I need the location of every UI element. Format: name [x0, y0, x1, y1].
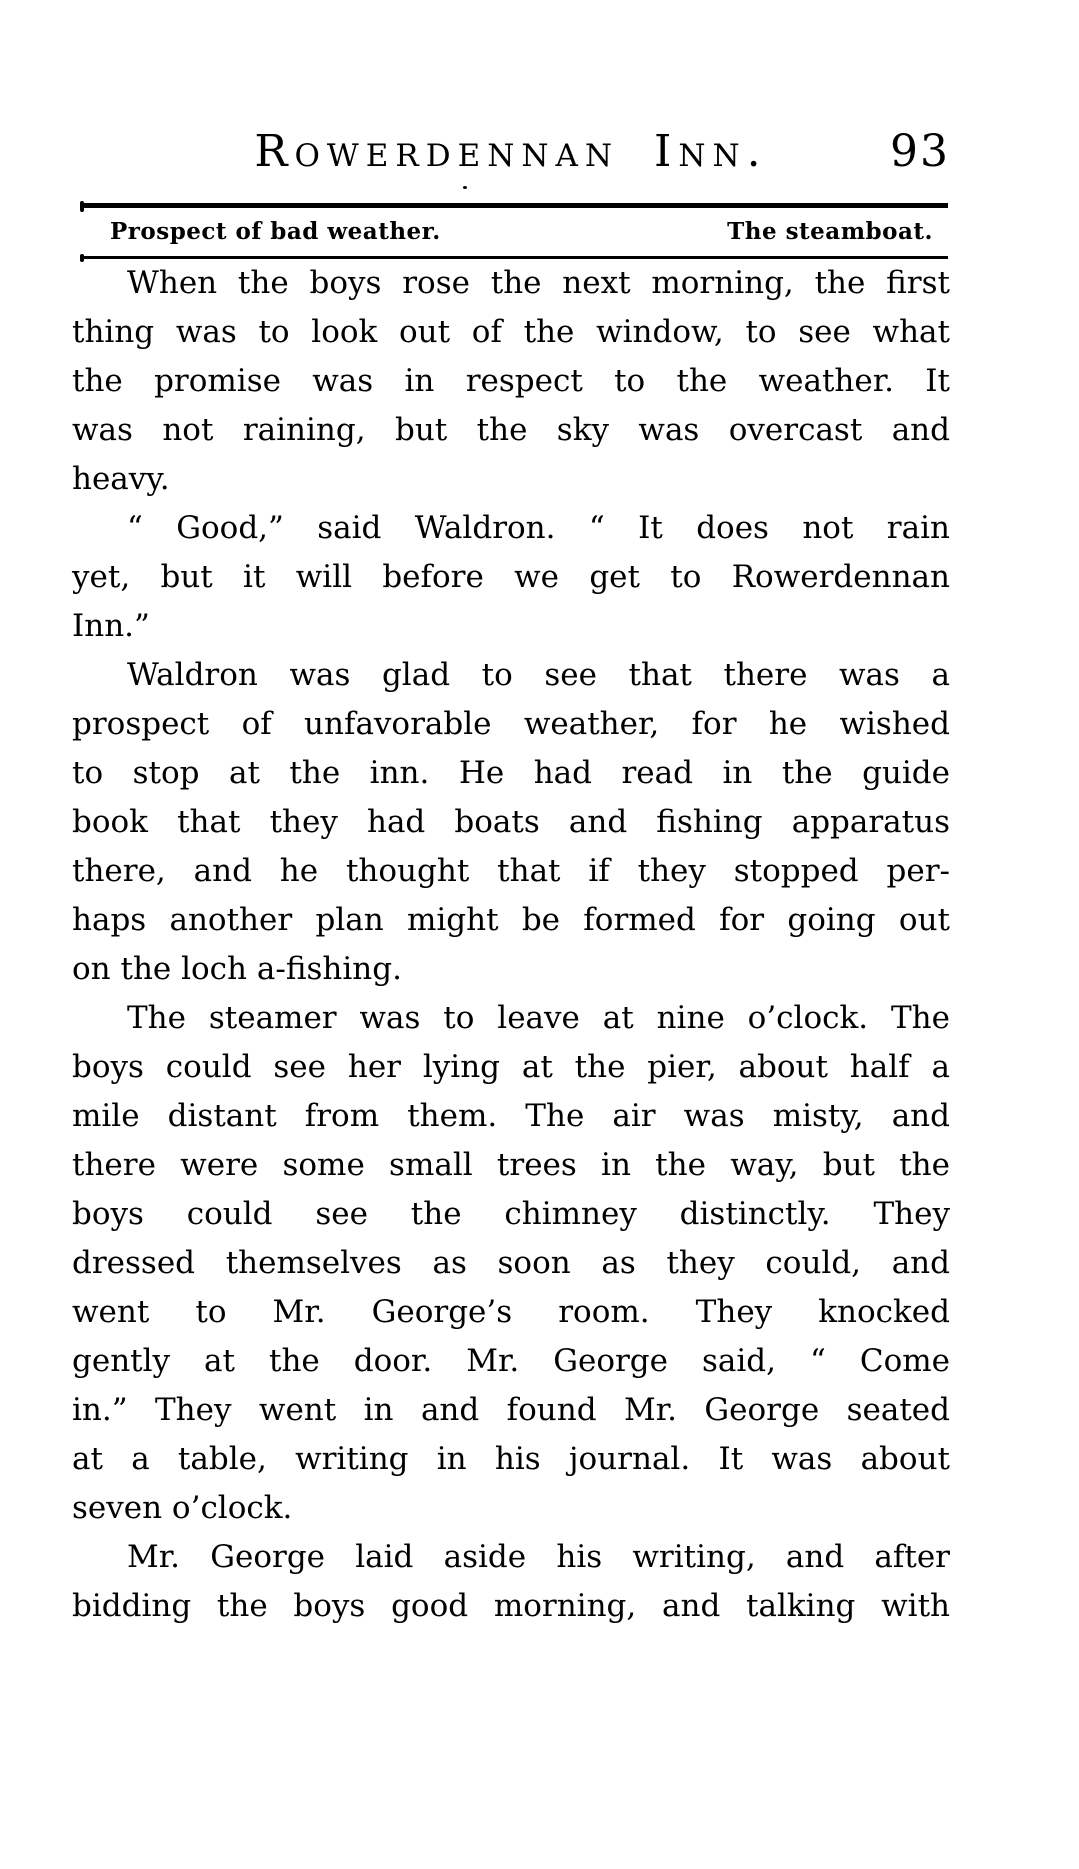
- page-number: 93: [890, 126, 950, 177]
- running-head-left: Prospect of bad weather.: [110, 218, 441, 245]
- text-line: yet, but it will before we get to Rowerdennan: [72, 559, 950, 595]
- text-line: there were some small trees in the way, but the: [72, 1147, 950, 1183]
- text-line: on the loch a-fishing.: [72, 951, 402, 987]
- text-line: Inn.”: [72, 608, 150, 644]
- text-line: The steamer was to leave at nine o’clock. The: [127, 1000, 950, 1036]
- paragraph: [72, 259, 950, 504]
- text-line: boys could see her lying at the pier, about half a: [72, 1049, 950, 1085]
- paragraph: [72, 994, 950, 1533]
- scan-speck: [463, 186, 467, 189]
- text-line: there, and he thought that if they stopped per-: [72, 853, 950, 889]
- text-line: was not raining, but the sky was overcast and: [72, 412, 950, 448]
- text-line: to stop at the inn. He had read in the guide: [72, 755, 950, 791]
- text-line: seven o’clock.: [72, 1490, 293, 1526]
- text-line: bidding the boys good morning, and talking with: [72, 1588, 950, 1624]
- text-line: mile distant from them. The air was misty, and: [72, 1098, 950, 1134]
- text-line: prospect of unfavorable weather, for he wished: [72, 706, 950, 742]
- page-title: Rowerdennan Inn.: [254, 126, 768, 177]
- paragraph: [72, 504, 950, 651]
- text-line: dressed themselves as soon as they could, and: [72, 1245, 950, 1281]
- text-line: haps another plan might be formed for going out: [72, 902, 950, 938]
- paragraph: [72, 651, 950, 994]
- page-header: [72, 128, 950, 178]
- text-line: book that they had boats and fishing apparatus: [72, 804, 950, 840]
- paragraph: [72, 1533, 950, 1631]
- running-heads: [110, 212, 933, 252]
- text-line: heavy.: [72, 461, 170, 497]
- text-line: Mr. George laid aside his writing, and after: [127, 1539, 950, 1575]
- text-line: thing was to look out of the window, to see what: [72, 314, 950, 350]
- text-line: gently at the door. Mr. George said, “ Come: [72, 1343, 950, 1379]
- text-line: went to Mr. George’s room. They knocked: [72, 1294, 950, 1330]
- text-line: When the boys rose the next morning, the first: [127, 265, 950, 301]
- running-head-right: The steamboat.: [727, 218, 933, 245]
- body-text: [72, 259, 950, 1631]
- header-rule-thick: [82, 203, 948, 208]
- text-line: boys could see the chimney distinctly. They: [72, 1196, 950, 1232]
- text-line: Waldron was glad to see that there was a: [127, 657, 950, 693]
- text-line: in.” They went in and found Mr. George seated: [72, 1392, 950, 1428]
- text-line: “ Good,” said Waldron. “ It does not rain: [127, 510, 950, 546]
- text-line: the promise was in respect to the weather. It: [72, 363, 950, 399]
- text-line: at a table, writing in his journal. It was about: [72, 1441, 950, 1477]
